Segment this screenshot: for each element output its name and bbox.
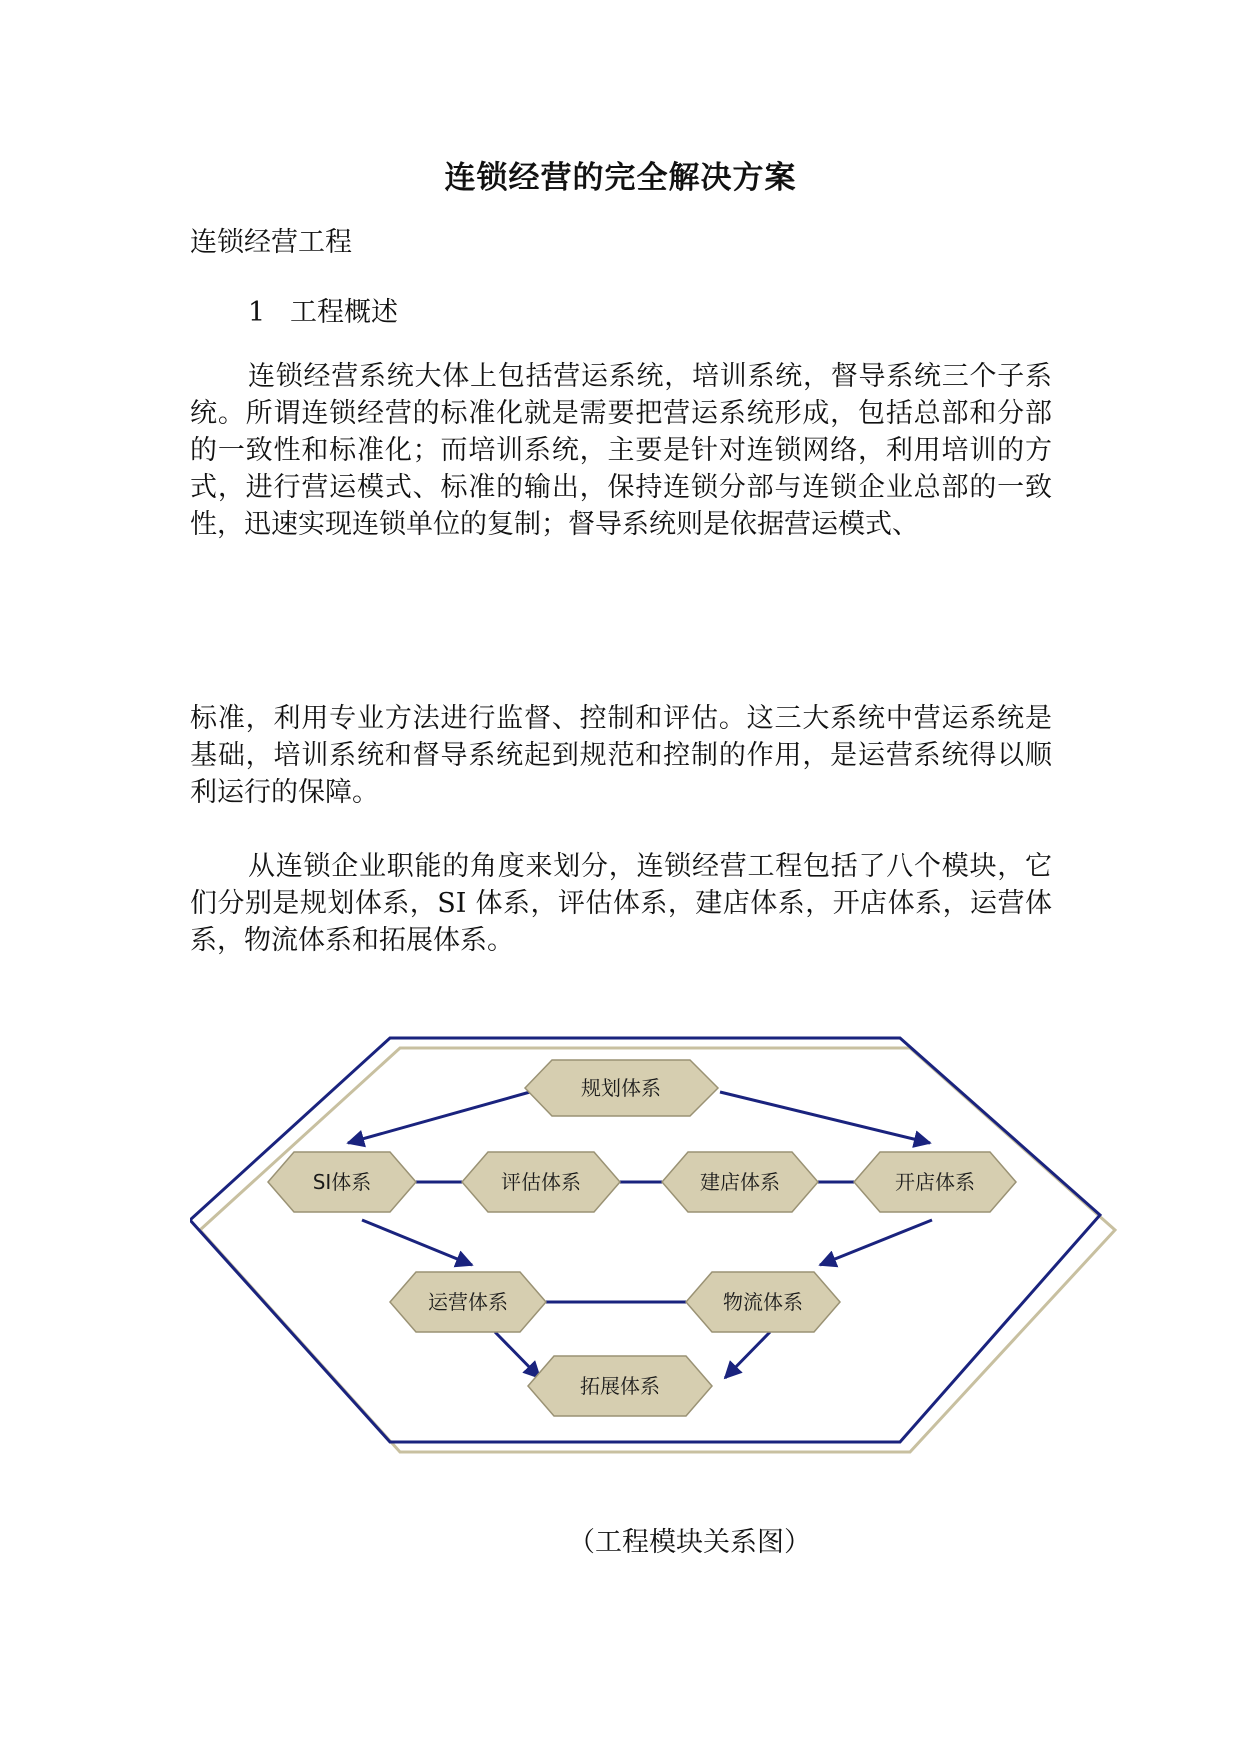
paragraph-2: 标准，利用专业方法进行监督、控制和评估。这三大系统中营运系统是基础，培训系统和督导系统起到规范和控制的作用，是运营系统得以顺利运行的保障。 bbox=[190, 703, 1052, 808]
arrow-planning-to-si bbox=[348, 1092, 530, 1143]
diagram-caption: （工程模块关系图） bbox=[568, 1527, 811, 1558]
node-store-building-label: 建店体系 bbox=[700, 1170, 780, 1194]
connectors bbox=[348, 1092, 932, 1378]
node-operations bbox=[390, 1272, 546, 1332]
module-relationship-diagram bbox=[190, 1030, 1130, 1470]
arrow-logistics-to-expansion bbox=[725, 1332, 770, 1378]
node-evaluation bbox=[462, 1152, 620, 1212]
node-logistics bbox=[686, 1272, 840, 1332]
node-si-label: SI体系 bbox=[312, 1170, 372, 1194]
paragraph-1: 连锁经营系统大体上包括营运系统，培训系统，督导系统三个子系统。所谓连锁经营的标准化就是需要把营运系统形成，包括总部和分部的一致性和标准化；而培训系统，主要是针对连锁网络，利用培训的方式，进行营运模式、标准的输出，保持连锁分部与连锁企业总部的一致性，迅速实现连锁单位的复制；督导系统则是依据营运模式、 bbox=[190, 361, 1052, 540]
node-logistics-label: 物流体系 bbox=[723, 1290, 803, 1314]
node-planning bbox=[525, 1060, 718, 1116]
subsection-number: 1 bbox=[248, 297, 266, 328]
arrow-planning-to-opening bbox=[720, 1092, 930, 1143]
document-title: 连锁经营的完全解决方案 bbox=[444, 160, 797, 196]
section-heading: 连锁经营工程 bbox=[190, 227, 352, 258]
paragraph-3: 从连锁企业职能的角度来划分，连锁经营工程包括了八个模块，它们分别是规划体系，SI 体系，评估体系，建店体系，开店体系，运营体系，物流体系和拓展体系。 bbox=[190, 851, 1052, 956]
node-expansion-label: 拓展体系 bbox=[580, 1374, 660, 1398]
node-si bbox=[268, 1152, 416, 1212]
arrow-operations-to-expansion bbox=[495, 1332, 540, 1378]
node-store-building bbox=[662, 1152, 818, 1212]
node-planning-label: 规划体系 bbox=[581, 1076, 661, 1100]
subsection-label: 工程概述 bbox=[290, 297, 398, 328]
node-evaluation-label: 评估体系 bbox=[501, 1170, 581, 1194]
arrow-si-to-operations bbox=[362, 1220, 472, 1265]
node-operations-label: 运营体系 bbox=[428, 1290, 508, 1314]
node-store-opening bbox=[854, 1152, 1016, 1212]
arrow-opening-to-logistics bbox=[820, 1220, 932, 1265]
node-store-opening-label: 开店体系 bbox=[895, 1170, 975, 1194]
subsection-heading bbox=[248, 290, 398, 329]
node-expansion bbox=[528, 1356, 712, 1416]
